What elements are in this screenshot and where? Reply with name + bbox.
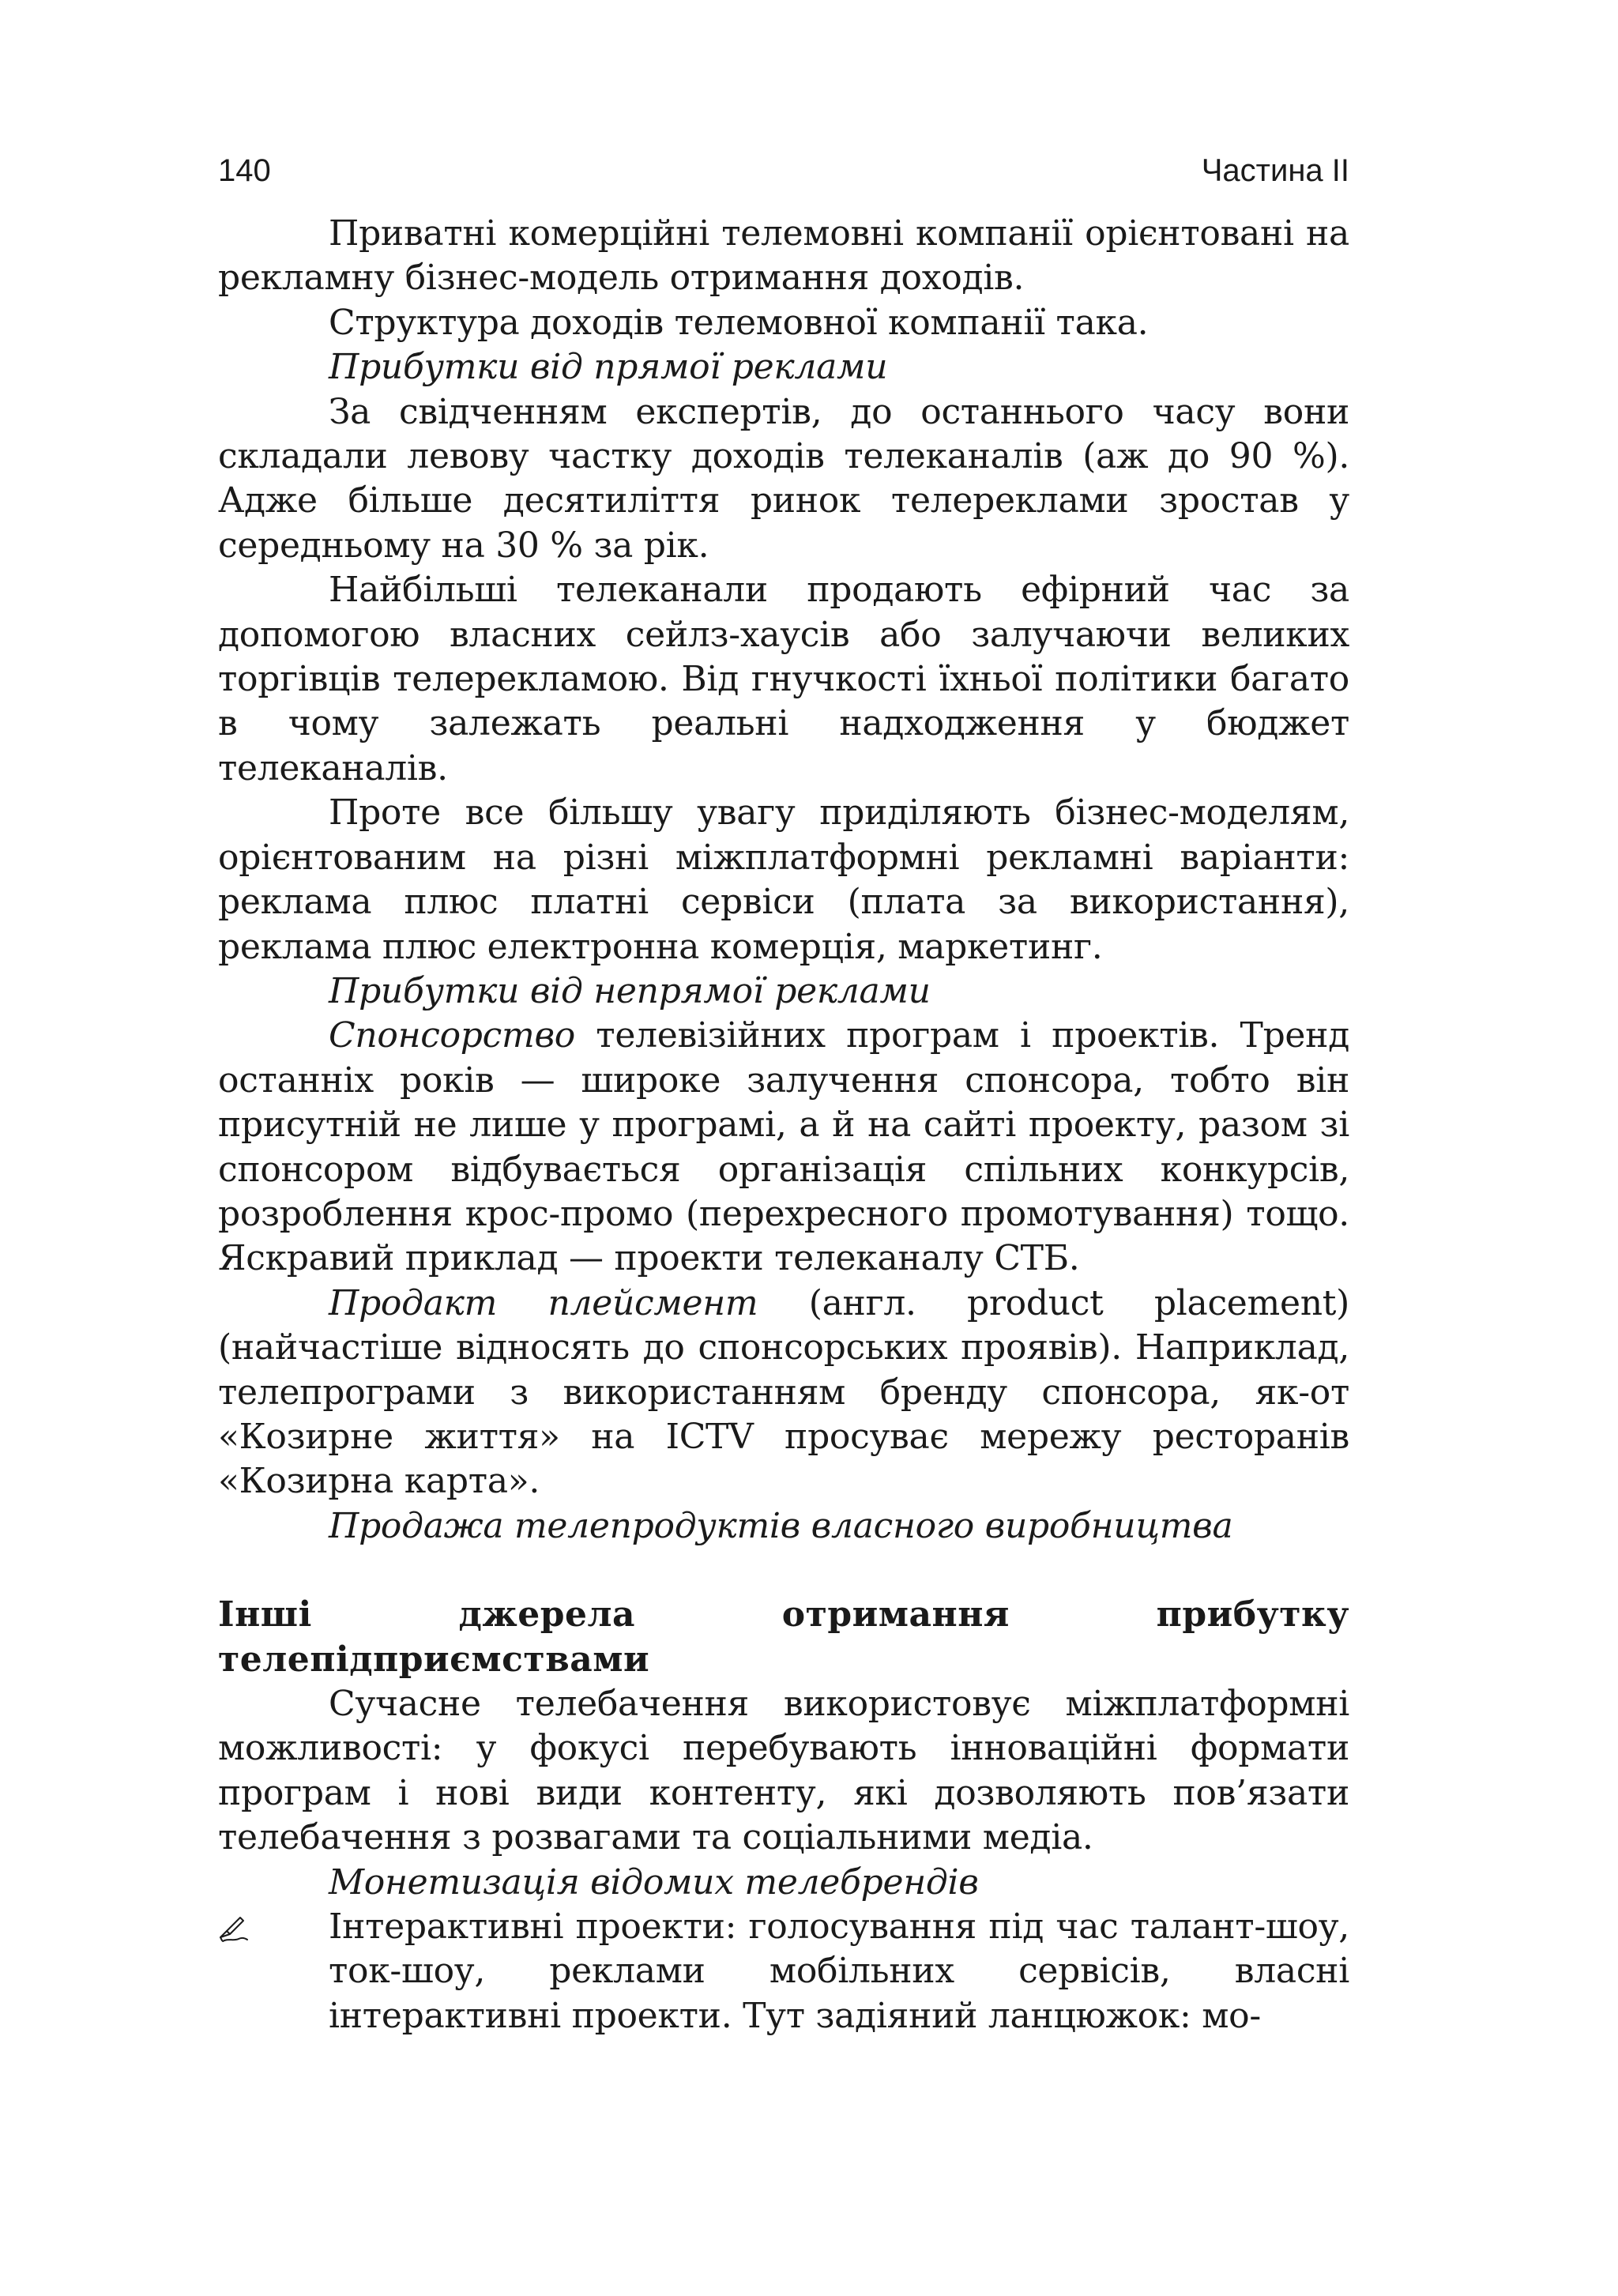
running-head bbox=[218, 147, 1349, 194]
writing-hand-icon bbox=[218, 1911, 250, 1943]
term: Спонсорство bbox=[329, 1015, 575, 1056]
paragraph bbox=[218, 1282, 1349, 1504]
subsection-title: Прибутки від прямої реклами bbox=[329, 347, 888, 388]
paragraph: За свідченням експертів, до останнього часу вони складали левову частку доходів телеканалів (аж до 90 %). Адже більше десятиліття ринок телереклами зростав у середньому на 30 % за рік. bbox=[218, 391, 1349, 566]
bullet-item bbox=[218, 1905, 1349, 2038]
paragraph-text: (англ. product placement) (найчастіше відносять до спонсорських проявів). Наприклад, телепрограми з використанням бренду спонсора, як-от «Козирне життя» на ICTV просуває мережу ресторанів «Козирна карта». bbox=[218, 1282, 1349, 1502]
part-label: Частина II bbox=[1201, 153, 1349, 188]
paragraph: Сучасне телебачення використовує міжплатформні можливості: у фокусі перебувають інноваційні формати програм і нові види контенту, які дозволяють пов’язати телебачення з розвагами та соціальними медіа. bbox=[218, 1684, 1349, 1858]
subsection-title: Продажа телепродуктів власного виробництва bbox=[329, 1505, 1233, 1546]
paragraph: Найбільші телеканали продають ефірний час за допомогою власних сейлз-хаусів або залучаючи великих торгівців телерекламою. Від гнучкості їхньої політики багато в чому залежать реальні надходження у бюджет телеканалів. bbox=[218, 570, 1349, 789]
paragraph-text: телевізійних програм і проектів. Тренд останніх років — широке залучення спонсора, тобто він присутній не лише у програмі, а й на сайті проекту, разом зі спонсором відбувається організація спільних конкурсів, розроблення крос-промо (перехресного промотування) тощо. Яскравий приклад — проекти телеканалу СТБ. bbox=[218, 1015, 1349, 1279]
paragraph: Проте все більшу увагу приділяють бізнес-моделям, орієнтованим на різні міжплатформні рекламні варіанти: реклама плюс платні сервіси (плата за використання), реклама плюс електронна комерція, маркетинг. bbox=[218, 792, 1349, 967]
body-text bbox=[218, 212, 1349, 2038]
bullet-text: Інтерактивні проекти: голосування під час талант-шоу, ток-шоу, реклами мобільних сервісів, власні інтерактивні проекти. Тут задіяний ланцюжок: мо- bbox=[329, 1906, 1349, 2036]
paragraph bbox=[218, 1014, 1349, 1281]
section-heading: Інші джерела отримання прибутку телепідприємствами bbox=[218, 1594, 1349, 1680]
subsection-title: Прибутки від непрямої реклами bbox=[329, 970, 931, 1011]
subsection-title: Монетизація відомих телебрендів bbox=[329, 1861, 979, 1903]
paragraph: Структура доходів телемовної компанії така. bbox=[329, 302, 1149, 343]
term: Продакт плейсмент bbox=[329, 1282, 758, 1323]
paragraph: Приватні комерційні телемовні компанії орієнтовані на рекламну бізнес-модель отримання доходів. bbox=[218, 213, 1349, 299]
page-number: 140 bbox=[218, 153, 271, 188]
